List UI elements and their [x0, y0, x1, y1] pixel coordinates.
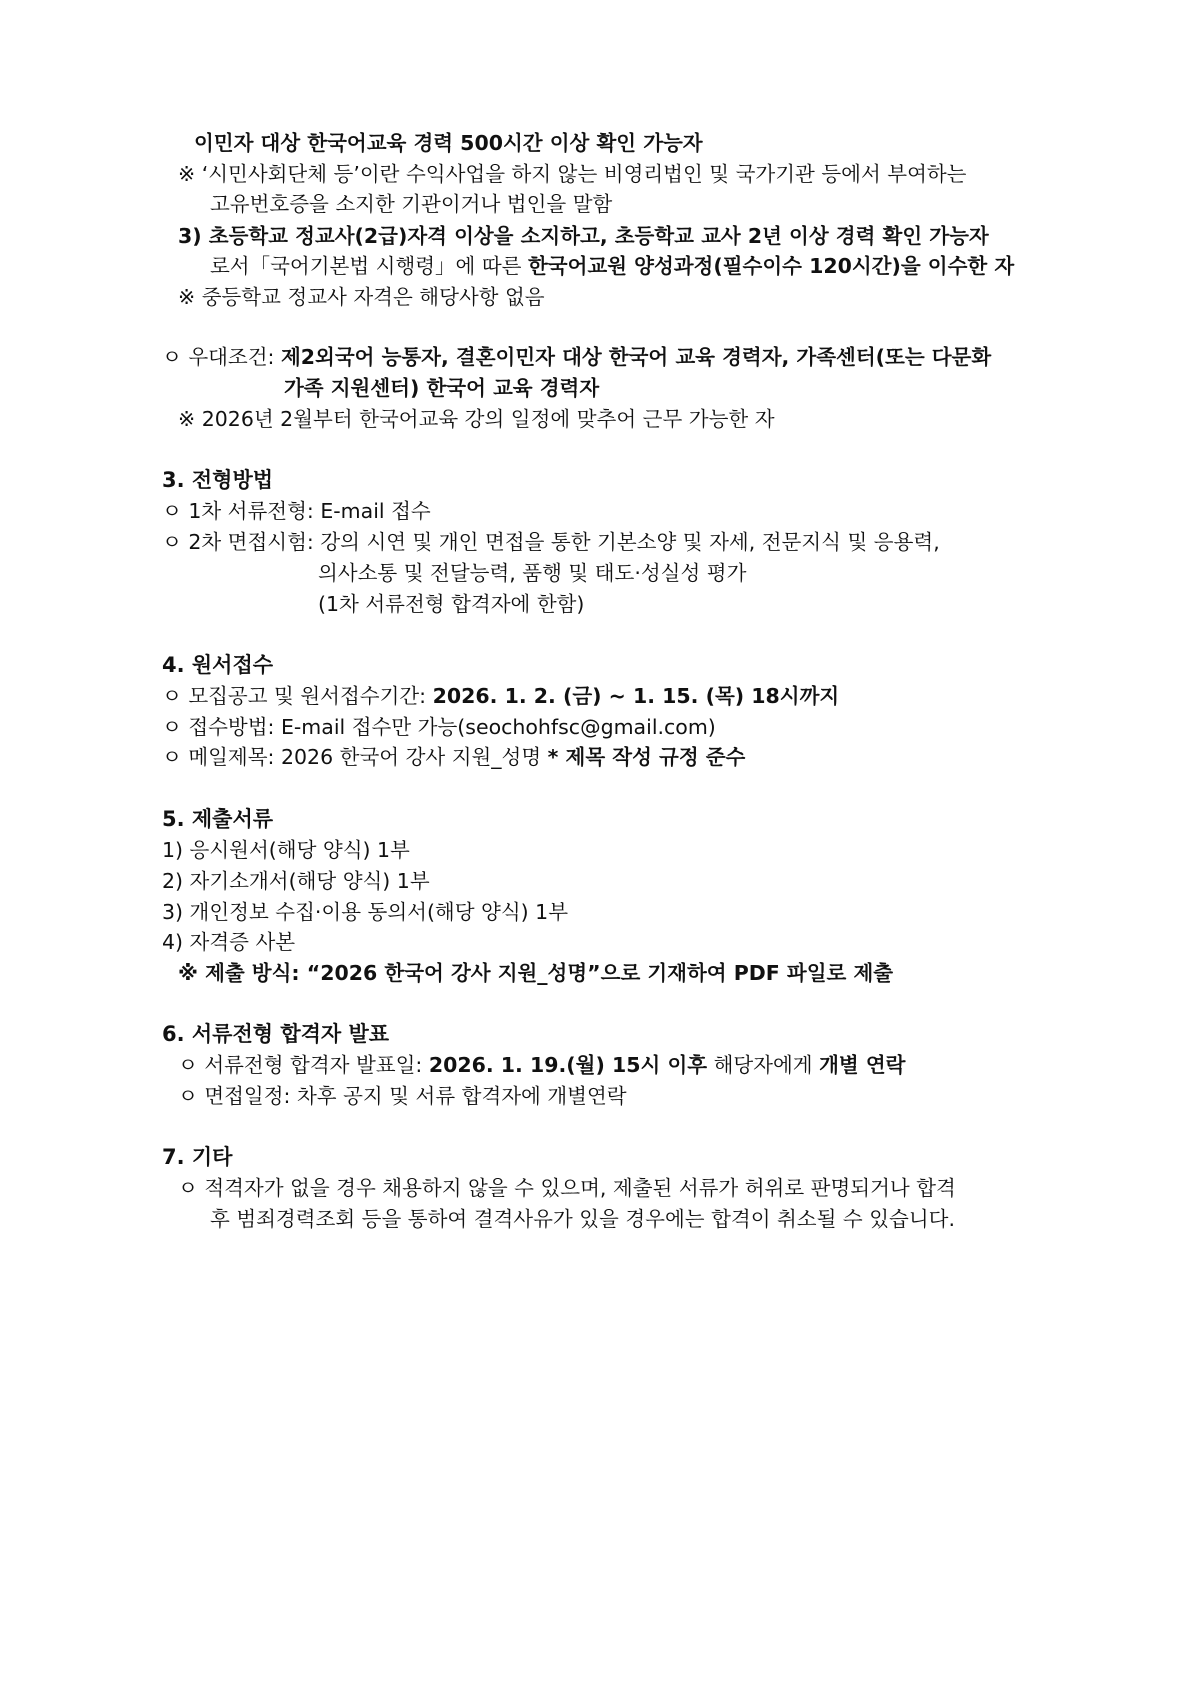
section-5-item-3: 3) 개인정보 수집·이용 동의서(해당 양식) 1부: [162, 900, 569, 924]
qualification-item-3: 3) 초등학교 정교사(2급)자격 이상을 소지하고, 초등학교 교사 2년 이상 경력 확인 가능자: [178, 224, 989, 248]
qualification-item-3-cont-text: 로서「국어기본법 시행령」에 따른: [210, 254, 528, 278]
section-5-item-1: 1) 응시원서(해당 양식) 1부: [162, 838, 410, 862]
note-civil-society-2: 고유번호증을 소지한 기관이거나 법인을 말함: [210, 192, 613, 216]
section-6-title: 6. 서류전형 합격자 발표: [162, 1022, 390, 1046]
section-5-item-2: 2) 자기소개서(해당 양식) 1부: [162, 869, 430, 893]
section-6-item-1-contact: 개별 연락: [819, 1053, 906, 1077]
section-4-item-1-period: 2026. 1. 2. (금) ~ 1. 15. (목) 18시까지: [432, 684, 840, 708]
section-3-item-2-cont: 의사소통 및 전달능력, 품행 및 태도·성실성 평가: [318, 561, 747, 585]
section-7-item-1: ㅇ 적격자가 없을 경우 채용하지 않을 수 있으며, 제출된 서류가 허위로 판명되거나 합격: [178, 1176, 956, 1200]
section-4-item-2: ㅇ 접수방법: E-mail 접수만 가능(seochohfsc@gmail.com): [162, 715, 716, 739]
section-3-title: 3. 전형방법: [162, 468, 274, 492]
section-4-item-3: [162, 742, 745, 772]
section-5-item-4: 4) 자격증 사본: [162, 930, 296, 954]
section-7-title: 7. 기타: [162, 1145, 233, 1169]
section-4-item-3-label: ㅇ 메일제목: 2026 한국어 강사 지원_성명: [162, 745, 548, 769]
note-secondary-teacher: ※ 중등학교 정교사 자격은 해당사항 없음: [178, 285, 545, 309]
section-3-item-2-note: (1차 서류전형 합격자에 한함): [318, 592, 585, 616]
note-civil-society-1: ※ ‘시민사회단체 등’이란 수익사업을 하지 않는 비영리법인 및 국가기관 등에서 부여하는: [178, 162, 967, 186]
section-3-item-2: ㅇ 2차 면접시험: 강의 시연 및 개인 면접을 통한 기본소양 및 자세, 전문지식 및 응용력,: [162, 530, 940, 554]
section-6-item-1: [178, 1050, 905, 1080]
section-4-item-3-rule: * 제목 작성 규정 준수: [547, 745, 746, 769]
section-4-title: 4. 원서접수: [162, 653, 274, 677]
section-5-title: 5. 제출서류: [162, 807, 274, 831]
section-5-note: ※ 제출 방식: “2026 한국어 강사 지원_성명”으로 기재하여 PDF 파일로 제출: [178, 961, 894, 985]
section-6-item-1-date: 2026. 1. 19.(월) 15시 이후: [428, 1053, 708, 1077]
preference-text: 제2외국어 능통자, 결혼이민자 대상 한국어 교육 경력자, 가족센터(또는 다문화: [280, 345, 992, 369]
section-6-item-1-label: ㅇ 서류전형 합격자 발표일:: [178, 1053, 429, 1077]
section-4-item-1: [162, 681, 839, 711]
preference-line-2: 가족 지원센터) 한국어 교육 경력자: [284, 376, 600, 400]
section-7-item-1-cont: 후 범죄경력조회 등을 통하여 결격사유가 있을 경우에는 합격이 취소될 수 있습니다.: [210, 1207, 955, 1231]
section-3-item-1: ㅇ 1차 서류전형: E-mail 접수: [162, 499, 431, 523]
preference-label: ㅇ 우대조건:: [162, 345, 281, 369]
qualification-item-3-cont-bold: 한국어교원 양성과정(필수이수 120시간)을 이수한 자: [528, 254, 1015, 278]
qualification-line: 이민자 대상 한국어교육 경력 500시간 이상 확인 가능자: [194, 131, 703, 155]
section-4-item-1-label: ㅇ 모집공고 및 원서접수기간:: [162, 684, 433, 708]
preference-note: ※ 2026년 2월부터 한국어교육 강의 일정에 맞추어 근무 가능한 자: [178, 407, 775, 431]
qualification-item-3-cont: [210, 251, 1014, 281]
section-6-item-2: ㅇ 면접일정: 차후 공지 및 서류 합격자에 개별연락: [178, 1084, 627, 1108]
preference-line-1: [162, 342, 991, 372]
section-6-item-1-mid: 해당자에게: [707, 1053, 820, 1077]
